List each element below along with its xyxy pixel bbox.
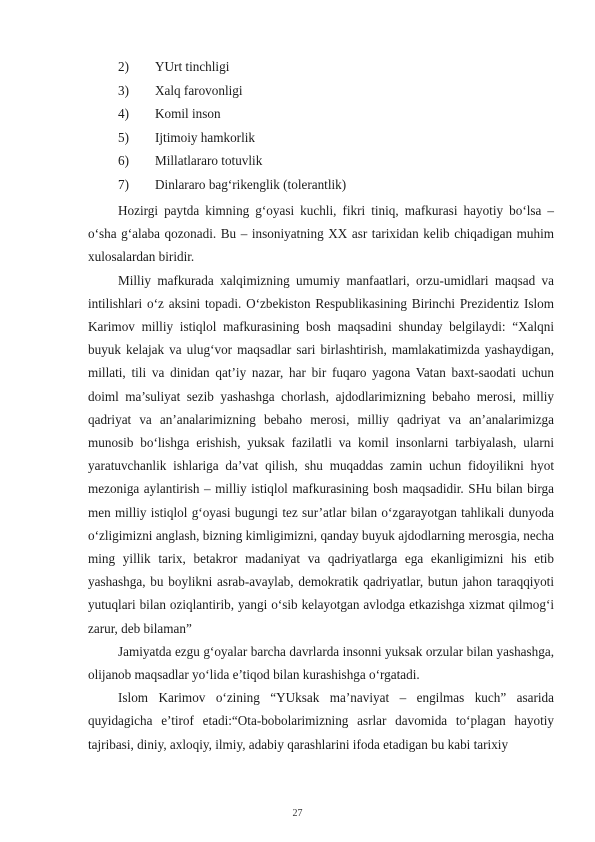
list-item (118, 57, 558, 81)
numbered-list (118, 57, 558, 198)
paragraph: Milliy mafkurada xalqimizning umumiy manfaatlari, orzu-umidlari maqsad va intilishlari o‘z aksini topadi. O‘zbekiston Respublikasining Birinchi Prezidentiz Islom Karimov milliy istiqlol mafkurasining bosh maqsadini shunday belgilaydi: “Xalqni buyuk kelajak va ulug‘vor maqsadlar sari birlashtirish, mamlakatimizda yashaydigan, millati, tili va dinidan qat’iy nazar, har bir fuqaro yagona Vatan baxt-saodati uchun doiml ma’suliyat sezib yashashga chorlash, ajdodlarimizning bebaho merosi, milliy qadriyat va an’analarimizning bebaho merosi, milliy qadriyat va an’analarimizga munosib bo‘lishga erishish, yuksak fazilatli va komil insonlarni tarbiyalash, ularni yaratuvchanlik ishlariga da’vat qilish, shu muqaddas zamin uchun fidoyilikni hyot mezoniga aylantirish – milliy istiqlol mafkurasining bosh maqsadidir. SHu bilan birga men milliy istiqlol g‘oyasi bugungi tez sur’atlar bilan o‘zgarayotgan tahlikali dunyoda o‘zligimizni anglash, bizning kimligimizni, qanday buyuk ajdodlarning merosgia, necha ming yillik tarix, betakror madaniyat va qadriyatlarga ega ekanligimizni his etib yashashga, bu boylikni asrab-avaylab, demokratik qadriyatlar, butun jahon taraqqiyoti yutuqlari bilan oziqlantirib, yangi o‘sib kelayotgan avlodga etkazishga xizmat qilmog‘i zarur, deb bilaman” (88, 272, 554, 636)
list-item-text: Millatlararo totuvlik (155, 153, 263, 168)
page-number: 27 (292, 808, 303, 819)
paragraph: Islom Karimov o‘zining “YUksak ma’naviyat – engilmas kuch” asarida quyidagicha e’tirof etadi:“Ota-bobolarimizning asrlar davomida to‘plagan hayotiy tajribasi, diniy, axloqiy, ilmiy, adabiy qarashlarini ifoda etadigan bu kabi tarixiy (88, 690, 554, 752)
body-text (88, 199, 554, 756)
list-item-number: 2) (118, 59, 129, 74)
list-item-number: 6) (118, 153, 129, 168)
list-item (118, 81, 558, 105)
list-item-text: Ijtimoiy hamkorlik (155, 129, 255, 145)
list-item-number: 3) (118, 82, 129, 98)
list-item (118, 151, 558, 175)
paragraph: Jamiyatda ezgu g‘oyalar barcha davrlarda insonni yuksak orzular bilan yashashga, olijanob maqsadlar yo‘lida e’tiqod bilan kurashishga o‘rgatadi. (88, 643, 554, 683)
list-item (118, 128, 558, 152)
list-item (118, 175, 558, 199)
list-item-text: Dinlararo bag‘rikenglik (tolerantlik) (155, 176, 347, 192)
list-item-number: 5) (118, 129, 129, 145)
list-item-text: Xalq farovonligi (155, 82, 243, 98)
list-item-number: 7) (118, 176, 129, 192)
list-item (118, 104, 558, 128)
list-item-text: YUrt tinchligi (155, 59, 230, 74)
list-item-text: Komil inson (155, 106, 221, 121)
list-item-number: 4) (118, 106, 129, 121)
paragraph: Hozirgi paytda kimning g‘oyasi kuchli, fikri tiniq, mafkurasi hayotiy bo‘lsa – o‘sha g‘alaba qozonadi. Bu – insoniyatning XX asr tarixidan kelib chiqadigan muhim xulosalardan biridir. (88, 203, 554, 265)
